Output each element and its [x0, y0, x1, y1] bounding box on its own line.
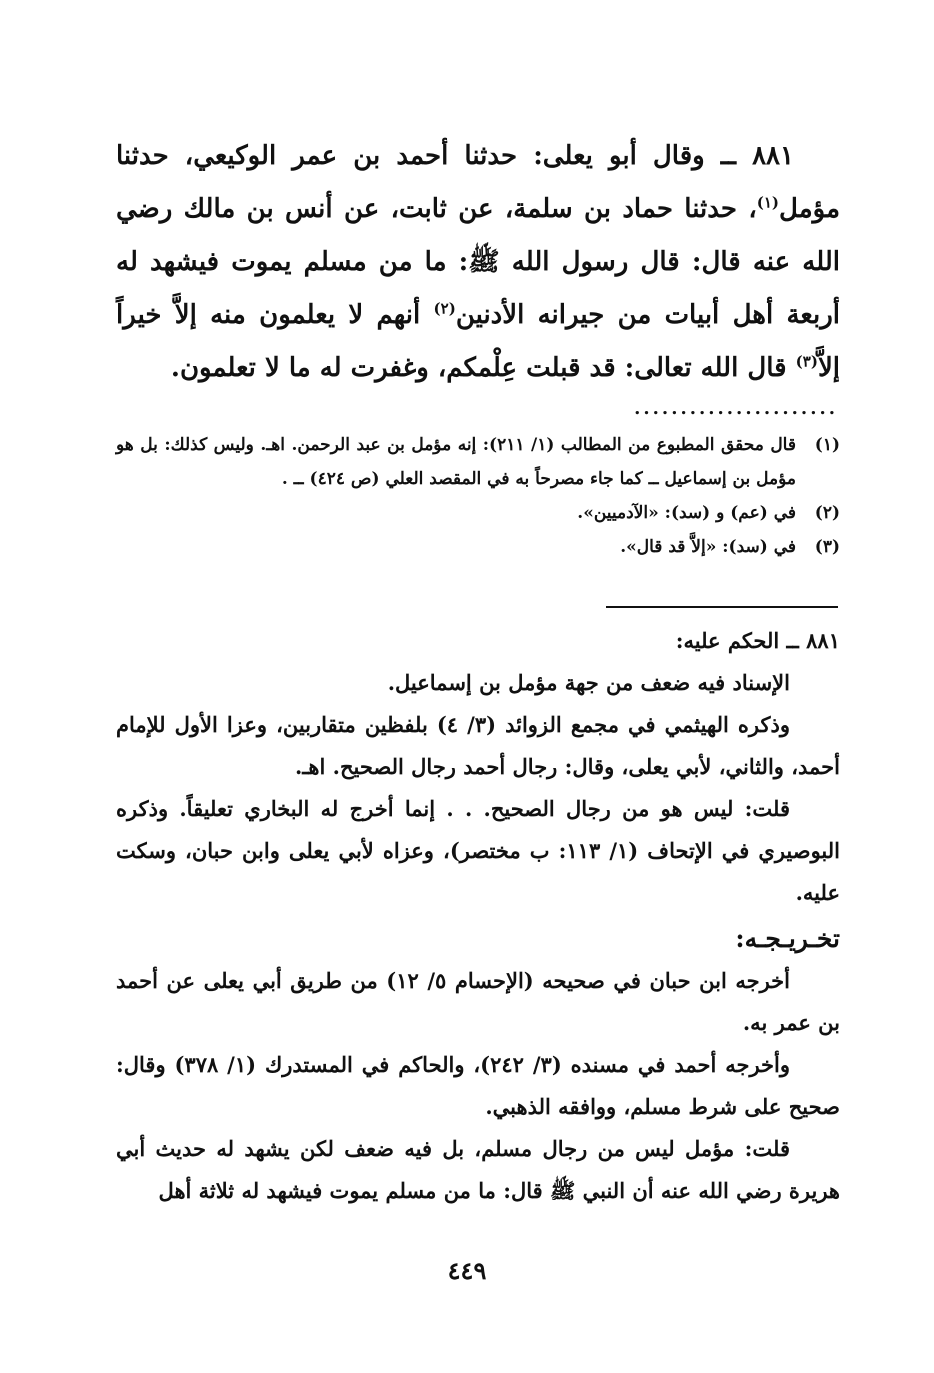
page-number: ٤٤٩ [447, 1256, 487, 1285]
hadith-text-part4: قال الله تعالى: قد قبلت عِلْمكم، وغفرت له ما لا تعلمون. [170, 353, 796, 383]
footnote-number: (٣) [814, 537, 840, 557]
section-rule [606, 606, 838, 608]
hadith-text-part2: ، حدثنا حماد بن سلمة، عن ثابت، عن أنس بن مالك رضي الله عنه قال: قال رسول الله ﷺ: ما من مسلم يموت فيشهد له أربعة أهل أبيات من جيرانه الأدنين [116, 194, 840, 330]
hadith-text [116, 130, 840, 395]
footnote-2 [116, 496, 840, 530]
dotted-separator: ...................... [634, 398, 838, 419]
ruling-heading: ٨٨١ ــ الحكم عليه: [675, 628, 840, 653]
footnote-text: في (عم) و (سد): «الآدميين». [577, 503, 796, 523]
footnote-1 [116, 428, 840, 496]
footnotes [116, 428, 840, 564]
footnote-number: (١) [814, 435, 840, 455]
footnote-ref-1: (١) [756, 193, 780, 212]
ruling-section [116, 620, 840, 1212]
footnote-text: قال محقق المطبوع من المطالب (١/ ٢١١): إنه مؤمل بن عبد الرحمن. اهـ. وليس كذلك: بل هو مؤمل بن إسماعيل ــ كما جاء مصرحاً به في المقصد العلي (ص ٤٢٤) ــ . [116, 435, 796, 489]
footnote-ref-2: (٢) [433, 299, 456, 318]
hadith-text-part1: ٨٨١ ــ وقال أبو يعلى: حدثنا أحمد بن عمر الوكيعي، حدثنا مؤمل [116, 141, 840, 224]
footnote-ref-3: (٣) [795, 352, 818, 371]
takhrij-heading: تخـريـجـه: [735, 924, 840, 953]
takhrij-paragraph-1: أخرجه ابن حبان في صحيحه (الإحسام ٥/ ١٢) من طريق أبي يعلى عن أحمد بن عمر به. [116, 968, 840, 1035]
footnote-3 [116, 530, 840, 564]
qultu-paragraph-1: قلت: ليس هو من رجال الصحيح. . . إنما أخرج له البخاري تعليقاً. وذكره البوصيري في الإتحاف (١/ ١١٣: ب مختصر)، وعزاه لأبي يعلى وابن حبان، وسكت عليه. [116, 796, 841, 905]
hadith-paragraph [116, 130, 840, 395]
takhrij-paragraph-2: وأخرجه أحمد في مسنده (٣/ ٢٤٢)، والحاكم في المستدرك (١/ ٣٧٨) وقال: صحيح على شرط مسلم، ووافقه الذهبي. [116, 1052, 840, 1119]
footnote-number: (٢) [814, 503, 840, 523]
footnote-text: في (سد): «إلاَّ قد قال». [620, 537, 796, 557]
hadith-text-part3: أنهم لا يعلمون منه إلاَّ خيراً إلاَّ [116, 300, 840, 383]
isnad-paragraph: الإسناد فيه ضعف من جهة مؤمل بن إسماعيل. [387, 670, 790, 695]
qultu-paragraph-2: قلت: مؤمل ليس من رجال مسلم، بل فيه ضعف لكن يشهد له حديث أبي هريرة رضي الله عنه أن النبي ﷺ قال: ما من مسلم يموت فيشهد له ثلاثة أهل [116, 1136, 840, 1203]
haythami-paragraph: وذكره الهيثمي في مجمع الزوائد (٣/ ٤) بلفظين متقاربين، وعزا الأول للإمام أحمد، والثاني، لأبي يعلى، وقال: رجال أحمد رجال الصحيح. اهـ. [116, 712, 840, 779]
